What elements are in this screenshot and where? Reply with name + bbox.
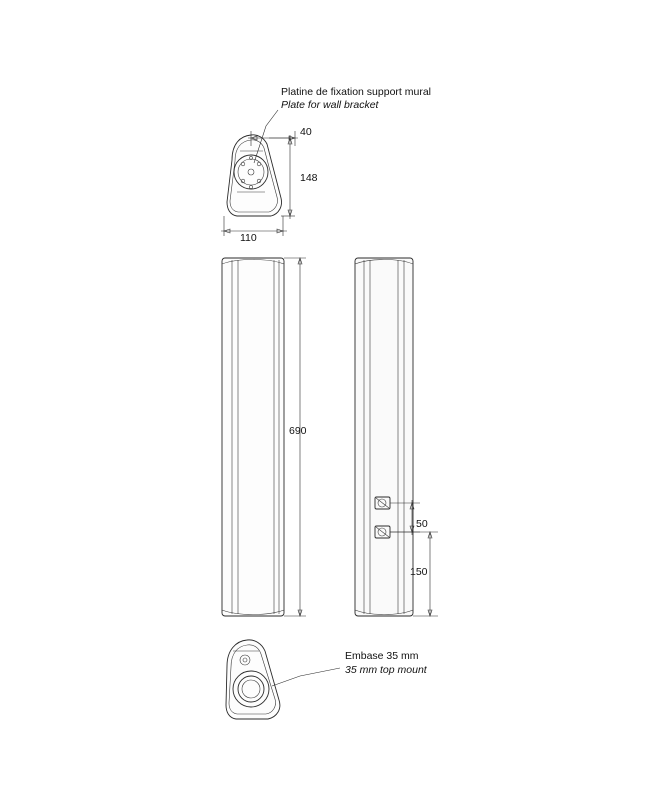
top-view-bracket-plate <box>221 110 298 236</box>
label-wall-bracket-fr: Platine de fixation support mural <box>281 86 431 98</box>
dimension-bracket-offset: 40 <box>300 126 312 138</box>
bottom-view-top-mount <box>226 640 340 719</box>
label-top-mount-fr: Embase 35 mm <box>345 650 419 662</box>
label-wall-bracket-en: Plate for wall bracket <box>281 99 379 111</box>
front-view-column <box>222 258 306 616</box>
dimension-connector-from-bottom: 150 <box>410 566 428 578</box>
dimension-column-height: 690 <box>289 425 307 437</box>
dimension-bracket-width: 110 <box>240 232 257 244</box>
label-top-mount-en: 35 mm top mount <box>345 664 427 676</box>
dimension-connector-spacing: 50 <box>416 518 428 530</box>
dimension-bracket-height: 148 <box>300 172 318 184</box>
side-view-column <box>355 258 438 616</box>
